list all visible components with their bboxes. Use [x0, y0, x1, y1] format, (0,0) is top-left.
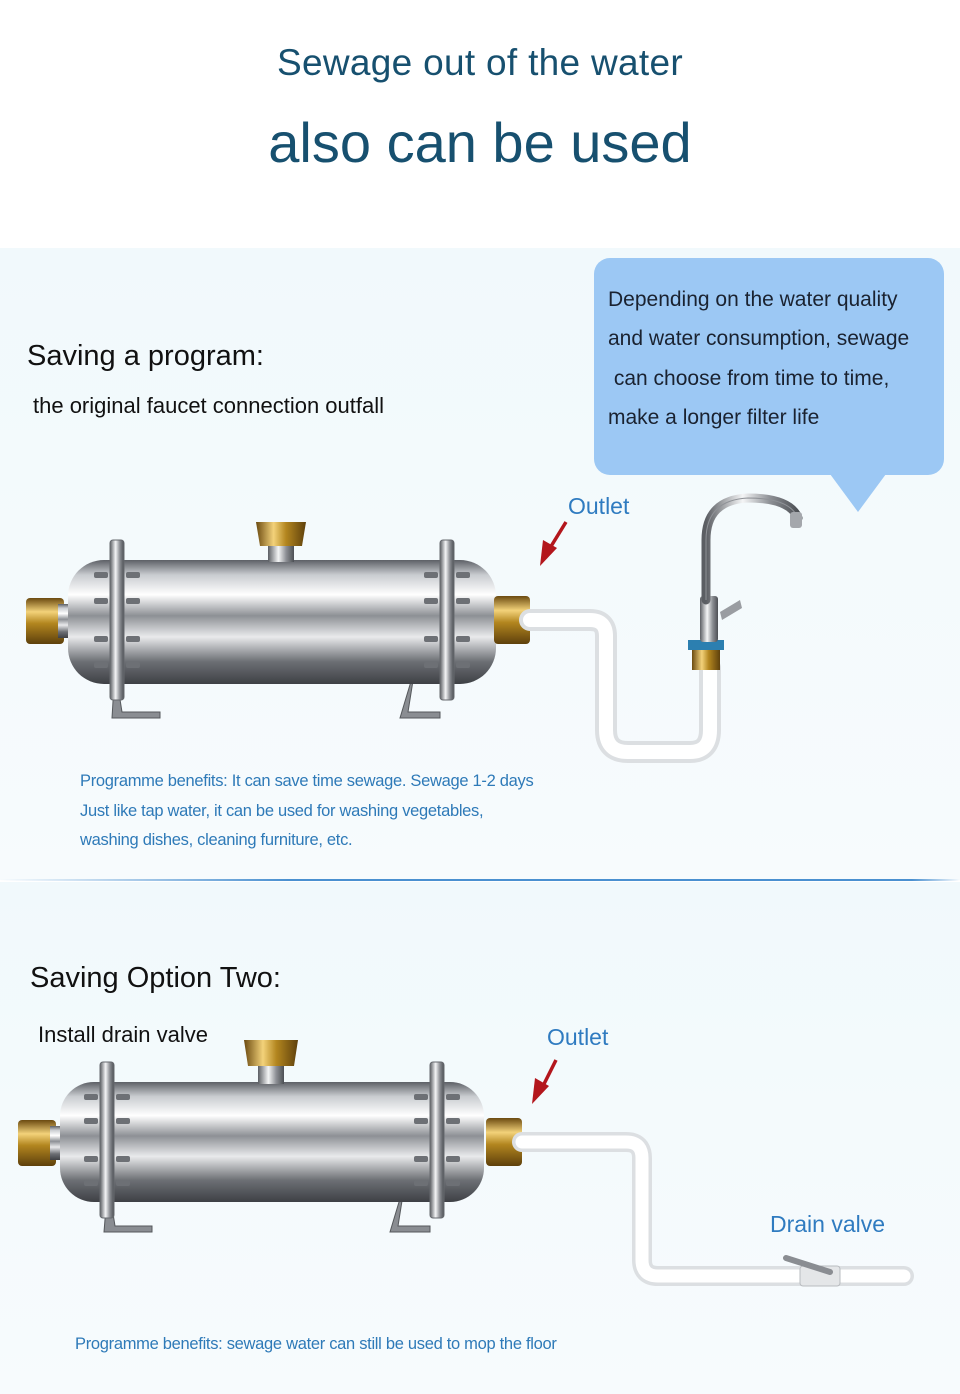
benefit-line-3: washing dishes, cleaning furniture, etc.: [80, 831, 353, 849]
filter-unit-2: [18, 1040, 522, 1232]
bubble-line-2: and water consumption, sewage: [608, 327, 910, 350]
faucet: [688, 498, 802, 670]
option-two-benefit: Programme benefits: sewage water can still be used to mop the floor: [75, 1335, 557, 1353]
option-two-subheading: Install drain valve: [38, 1022, 208, 1047]
benefit-line-2: Just like tap water, it can be used for washing vegetables,: [80, 801, 484, 820]
benefit-line-1: Programme benefits: It can save time sewage. Sewage 1-2 days: [80, 772, 534, 790]
outlet-arrow-2: [532, 1060, 556, 1104]
option-one-benefits: [80, 767, 533, 856]
bubble-line-4: make a longer filter life: [608, 406, 820, 429]
outlet-label-1: Outlet: [568, 493, 630, 519]
hero-title-line-1: Sewage out of the water: [277, 42, 683, 83]
outlet-arrow-1: [540, 522, 566, 566]
filter-unit-1: [26, 522, 530, 718]
option-one-heading: Saving a program:: [27, 340, 264, 372]
hero-title-line-2: also can be used: [268, 111, 692, 174]
hose-1: [530, 620, 710, 752]
bubble-line-3: can choose from time to time,: [608, 367, 890, 390]
outlet-label-2: Outlet: [547, 1024, 609, 1050]
hose-2: [522, 1142, 904, 1276]
option-two-heading: Saving Option Two:: [30, 962, 281, 994]
option-one-subheading: the original faucet connection outfall: [33, 393, 385, 418]
drain-valve-label: Drain valve: [770, 1211, 886, 1237]
bubble-line-1: Depending on the water quality: [608, 288, 898, 311]
